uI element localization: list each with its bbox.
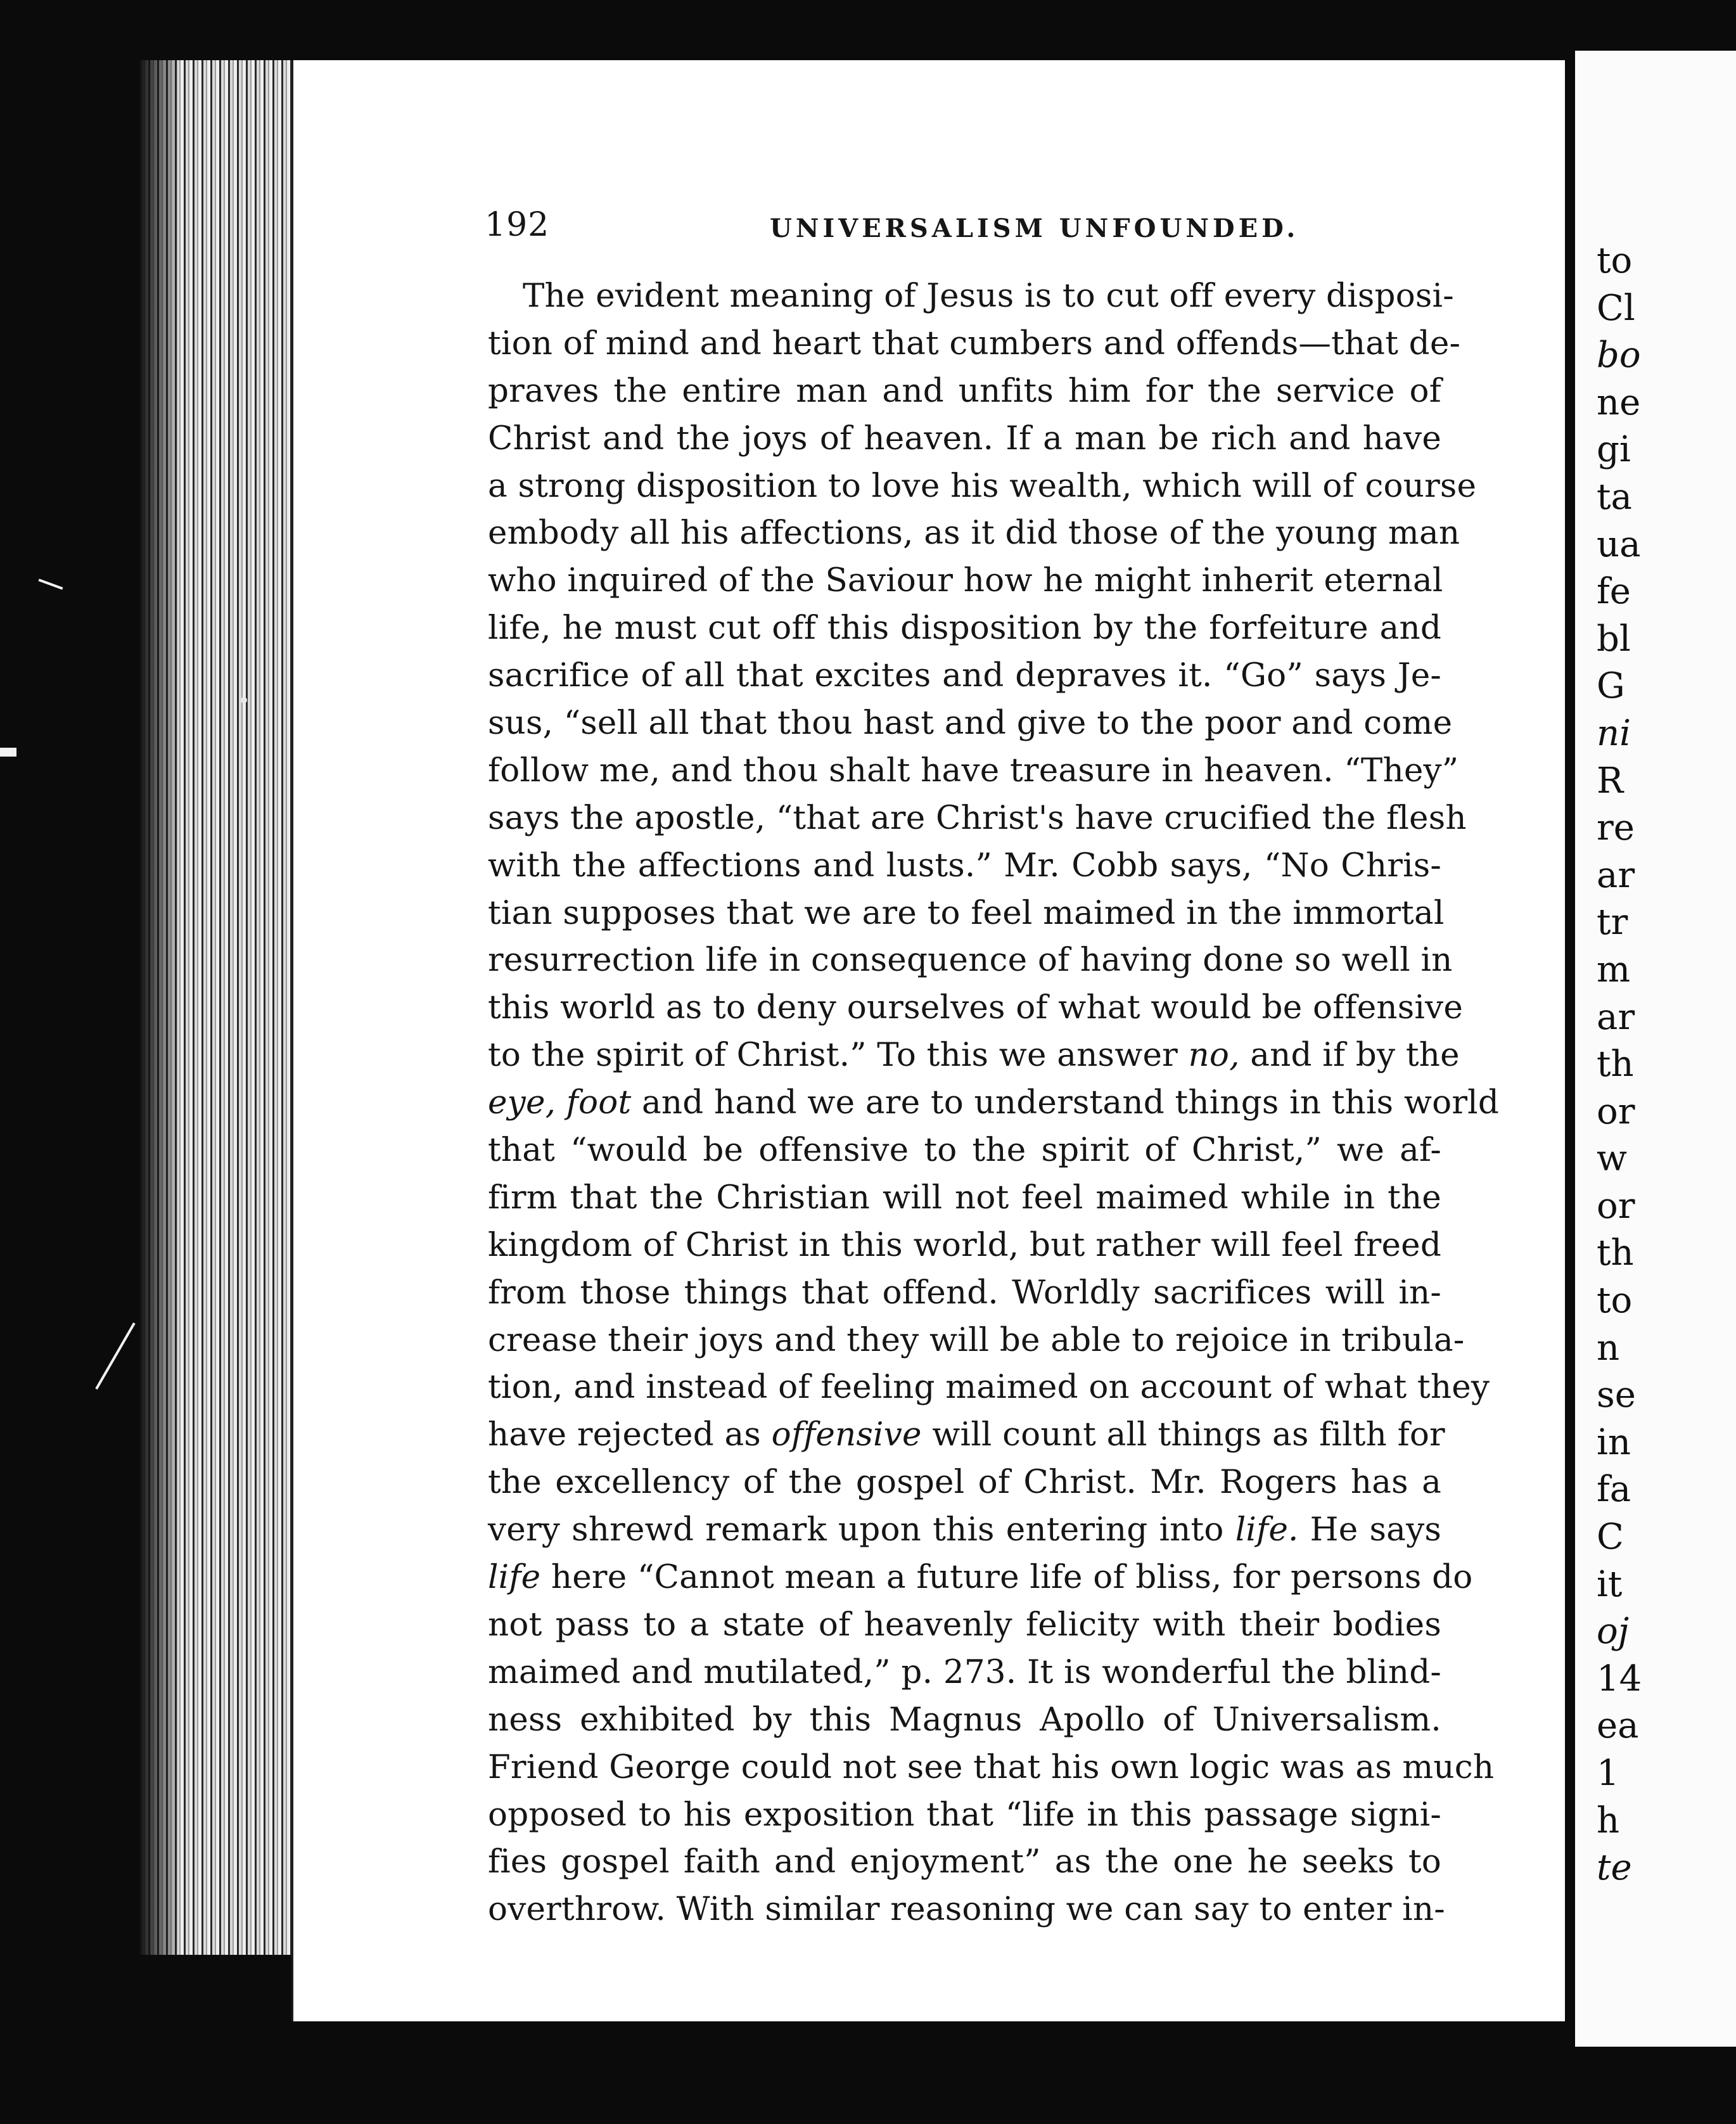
text-line: from those things that offend. Worldly sacrifices will in- — [488, 1273, 1441, 1312]
text-line: this world as to deny ourselves of what would be offensive — [488, 988, 1464, 1027]
text-line: embody all his affections, as it did those of the young man — [488, 514, 1460, 553]
text-line: Friend George could not see that his own logic was as much — [488, 1748, 1495, 1786]
text-line: tion, and instead of feeling maimed on account of what they — [488, 1368, 1490, 1407]
facing-page-fragment: Cl — [1597, 287, 1635, 329]
italic-word: offensive — [771, 1416, 922, 1454]
text-line: with the affections and lusts.” Mr. Cobb says, “No Chris- — [488, 846, 1441, 885]
facing-page-fragment: ua — [1597, 523, 1641, 565]
scan-artifact — [241, 697, 247, 703]
text-line: sacrifice of all that excites and depraves it. “Go” says Je- — [488, 656, 1441, 695]
facing-page-fragment: fa — [1597, 1469, 1631, 1511]
facing-page-fragment: it — [1597, 1563, 1623, 1605]
book-gutter — [1565, 38, 1575, 2053]
text-line: kingdom of Christ in this world, but rather will feel freed — [488, 1225, 1441, 1264]
facing-page-fragment: ne — [1597, 381, 1641, 423]
facing-page-fragment: G — [1597, 665, 1625, 707]
facing-page-fragment: tr — [1597, 902, 1628, 944]
italic-word: no, — [1188, 1036, 1240, 1075]
facing-page-fragment: fe — [1597, 571, 1631, 613]
text-line: that “would be offensive to the spirit of Christ,” we af- — [488, 1131, 1441, 1170]
facing-page-fragment: to — [1597, 1280, 1633, 1322]
page-number: 192 — [485, 206, 550, 244]
text-line: a strong disposition to love his wealth, which will of course — [488, 466, 1477, 505]
running-title: UNIVERSALISM UNFOUNDED. — [770, 214, 1299, 243]
facing-page-fragment: ar — [1597, 996, 1635, 1038]
italic-word: life. — [1235, 1511, 1299, 1549]
facing-page-fragment: ta — [1597, 476, 1632, 518]
text-segment: very shrewd remark upon this entering into — [488, 1511, 1224, 1549]
page-body — [488, 272, 1499, 1933]
text-line: tian supposes that we are to feel maimed in the immortal — [488, 893, 1445, 932]
facing-page-fragment: 1 — [1597, 1753, 1619, 1794]
text-line: the excellency of the gospel of Christ. Mr. Rogers has a — [488, 1463, 1441, 1502]
facing-page-fragment: n — [1597, 1327, 1620, 1369]
scan-artifact — [39, 579, 63, 589]
text-line: The evident meaning of Jesus is to cut off every disposi- — [523, 277, 1454, 315]
text-line: ness exhibited by this Magnus Apollo of Universalism. — [488, 1700, 1441, 1739]
text-line-mixed — [488, 1411, 1445, 1459]
facing-page-fragment: gi — [1597, 429, 1631, 471]
facing-page-fragment: bo — [1597, 335, 1641, 376]
facing-page-fragment: or — [1597, 1185, 1635, 1227]
text-line: crease their joys and they will be able to rejoice in tribula- — [488, 1321, 1465, 1359]
text-line: sus, “sell all that thou hast and give to the poor and come — [488, 704, 1453, 743]
scan-artifact — [95, 1322, 135, 1390]
text-line: tion of mind and heart that cumbers and offends—that de- — [488, 324, 1461, 362]
facing-page-fragment: th — [1597, 1232, 1634, 1274]
text-line: opposed to his exposition that “life in this passage signi- — [488, 1795, 1441, 1834]
text-line: follow me, and thou shalt have treasure in heaven. “They” — [488, 751, 1459, 790]
text-segment: here “Cannot mean a future life of bliss, for persons do — [551, 1558, 1473, 1597]
italic-word: life — [488, 1558, 541, 1597]
facing-page-fragment: oj — [1597, 1611, 1630, 1653]
facing-page-fragment: R — [1597, 760, 1624, 802]
facing-page-fragment: re — [1597, 807, 1635, 849]
text-line: not pass to a state of heavenly felicity with their bodies — [488, 1605, 1441, 1644]
facing-page-fragment: bl — [1597, 618, 1631, 660]
text-line-mixed — [488, 1554, 1473, 1601]
text-line: maimed and mutilated,” p. 273. It is wonderful the blind- — [488, 1653, 1441, 1691]
text-line: firm that the Christian will not feel maimed while in the — [488, 1178, 1441, 1217]
text-segment: He says — [1310, 1511, 1441, 1549]
text-line: who inquired of the Saviour how he might inherit eternal — [488, 561, 1443, 600]
running-head — [485, 206, 1473, 257]
book-page-edges — [139, 60, 298, 1955]
facing-page-fragment: se — [1597, 1374, 1636, 1416]
facing-page-fragment: ea — [1597, 1705, 1639, 1747]
text-line-mixed — [488, 1506, 1441, 1554]
text-segment: and if by the — [1250, 1036, 1460, 1075]
text-line-mixed — [488, 1032, 1460, 1079]
facing-page-fragment: ar — [1597, 854, 1635, 896]
facing-page-fragment: ni — [1597, 712, 1631, 754]
facing-page-fragment: m — [1597, 949, 1631, 990]
italic-word: eye, foot — [488, 1084, 632, 1122]
facing-page-fragment: te — [1597, 1847, 1632, 1889]
text-segment: have rejected as — [488, 1416, 762, 1454]
facing-page-text — [1597, 238, 1736, 1892]
facing-page-fragment: in — [1597, 1421, 1631, 1463]
text-segment: to the spirit of Christ.” To this we answer — [488, 1036, 1178, 1075]
text-line: praves the entire man and unfits him for the service of — [488, 371, 1441, 410]
text-line: Christ and the joys of heaven. If a man be rich and have — [488, 419, 1441, 457]
text-line: fies gospel faith and enjoyment” as the one he seeks to — [488, 1843, 1441, 1881]
text-line: says the apostle, “that are Christ's have crucified the flesh — [488, 798, 1467, 837]
text-line-mixed — [488, 1079, 1499, 1127]
facing-page-fragment: or — [1597, 1091, 1635, 1132]
facing-page-fragment: 14 — [1597, 1658, 1642, 1699]
facing-page-fragment: h — [1597, 1800, 1620, 1841]
text-line: resurrection life in consequence of having done so well in — [488, 941, 1453, 980]
facing-page-fragment: w — [1597, 1138, 1627, 1180]
text-line: overthrow. With similar reasoning we can say to enter in- — [488, 1890, 1445, 1929]
scan-artifact — [0, 748, 16, 757]
facing-page-fragment: to — [1597, 240, 1633, 281]
facing-page-fragment: th — [1597, 1044, 1634, 1085]
text-segment: and hand we are to understand things in this world — [641, 1084, 1499, 1122]
text-segment: will count all things as filth for — [932, 1416, 1445, 1454]
text-line: life, he must cut off this disposition by the forfeiture and — [488, 609, 1441, 648]
facing-page-fragment: C — [1597, 1516, 1624, 1558]
